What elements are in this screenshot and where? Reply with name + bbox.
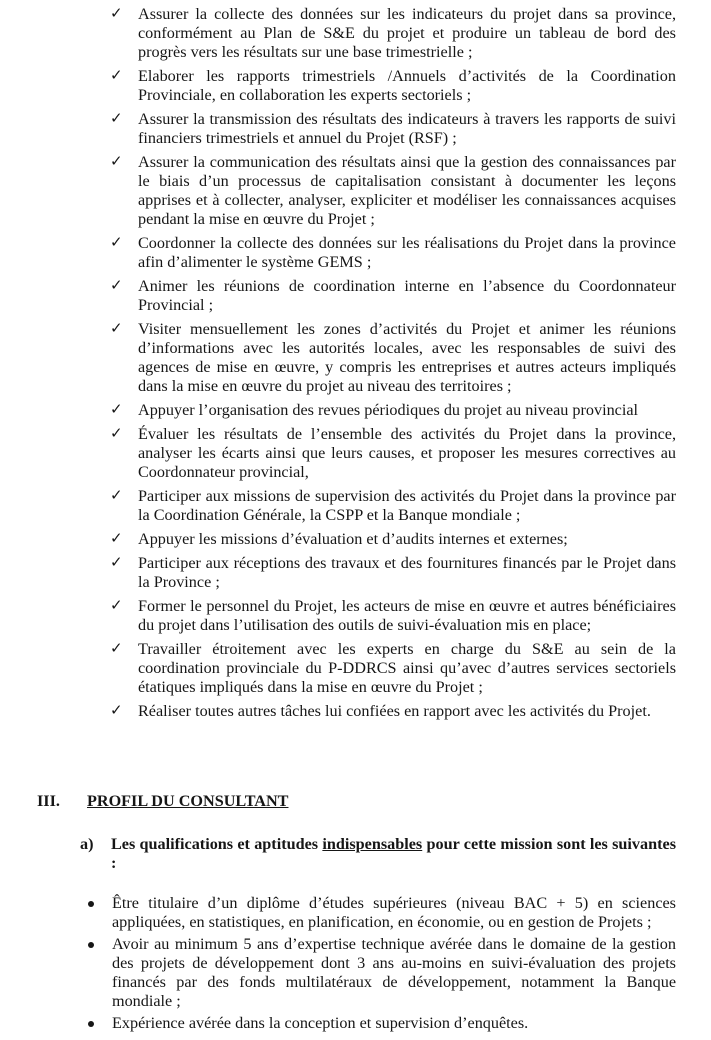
checkmark-icon: ✓ bbox=[110, 276, 123, 294]
checkmark-icon: ✓ bbox=[110, 4, 123, 22]
list-item bbox=[108, 702, 676, 721]
list-item bbox=[108, 554, 676, 592]
list-item bbox=[108, 110, 676, 148]
list-item bbox=[108, 530, 676, 549]
list-item-text: Assurer la communication des résultats ainsi que la gestion des connaissances par le biais d’un processus de capitalisation consistant à documenter les leçons apprises et à collecter, analyser, expliciter et modéliser les connaissances acquises pendant la mise en œuvre du Projet ; bbox=[138, 153, 676, 228]
subsection-heading bbox=[80, 835, 676, 873]
checkmark-icon: ✓ bbox=[110, 233, 123, 251]
checkmark-icon: ✓ bbox=[110, 486, 123, 504]
list-item-text: Expérience avérée dans la conception et supervision d’enquêtes. bbox=[112, 1014, 529, 1032]
list-item bbox=[108, 234, 676, 272]
list-item bbox=[108, 597, 676, 635]
list-item-text: Participer aux missions de supervision des activités du Projet dans la province par la Coordination Générale, la CSPP et la Banque mondiale ; bbox=[138, 487, 676, 524]
checkmark-icon: ✓ bbox=[110, 553, 123, 571]
list-item-text: Elaborer les rapports trimestriels /Annuels d’activités de la Coordination Provinciale, en collaboration les experts sectoriels ; bbox=[138, 67, 676, 104]
section-title: PROFIL DU CONSULTANT bbox=[87, 792, 289, 810]
list-item bbox=[108, 487, 676, 525]
responsibilities-list bbox=[108, 5, 676, 726]
section-number: III. bbox=[37, 792, 60, 810]
checkmark-icon: ✓ bbox=[110, 319, 123, 337]
list-item bbox=[108, 277, 676, 315]
list-item-text: Former le personnel du Projet, les acteurs de mise en œuvre et autres bénéficiaires du projet dans l’utilisation des outils de suivi-évaluation mis en place; bbox=[138, 597, 676, 634]
list-item bbox=[108, 401, 676, 420]
bullet-icon bbox=[88, 942, 94, 948]
list-item-text: Avoir au minimum 5 ans d’expertise technique avérée dans le domaine de la gestion des projets de développement dont 3 ans au-moins en suivi-évaluation des projets financés par des fonds multilatéraux de développement, notamment la Banque mondiale ; bbox=[112, 935, 676, 1010]
list-item bbox=[86, 1014, 676, 1033]
checkmark-icon: ✓ bbox=[110, 109, 123, 127]
list-item-text: Être titulaire d’un diplôme d’études supérieures (niveau BAC + 5) en sciences appliquées, en statistiques, en planification, en économie, ou en gestion de Projets ; bbox=[112, 894, 676, 931]
bullet-icon bbox=[88, 901, 94, 907]
list-item-text: Animer les réunions de coordination interne en l’absence du Coordonnateur Provincial ; bbox=[138, 277, 676, 314]
checkmark-icon: ✓ bbox=[110, 701, 123, 719]
list-item-text: Visiter mensuellement les zones d’activités du Projet et animer les réunions d’informations avec les autorités locales, avec les responsables de suivi des agences de mise en œuvre, y compris les entreprises et autres acteurs impliqués dans la mise en œuvre du projet au niveau des territoires ; bbox=[138, 320, 676, 395]
list-item-text: Réaliser toutes autres tâches lui confiées en rapport avec les activités du Projet. bbox=[138, 702, 651, 720]
section-heading bbox=[37, 790, 677, 812]
checkmark-icon: ✓ bbox=[110, 66, 123, 84]
checkmark-icon: ✓ bbox=[110, 424, 123, 442]
list-item bbox=[108, 153, 676, 229]
subsection-text-after: pour cette mission sont les suivantes : bbox=[111, 835, 676, 872]
list-item-text: Appuyer l’organisation des revues périodiques du projet au niveau provincial bbox=[138, 401, 639, 419]
bullet-icon bbox=[88, 1021, 94, 1027]
list-item-text: Participer aux réceptions des travaux et des fournitures financés par le Projet dans la Province ; bbox=[138, 554, 676, 591]
checkmark-icon: ✓ bbox=[110, 152, 123, 170]
checkmark-icon: ✓ bbox=[110, 400, 123, 418]
subsection-text-underlined: indispensables bbox=[322, 835, 423, 853]
list-item-text: Coordonner la collecte des données sur les réalisations du Projet dans la province afin d’alimenter le système GEMS ; bbox=[138, 234, 676, 271]
list-item-text: Évaluer les résultats de l’ensemble des activités du Projet dans la province, analyser les écarts ainsi que leurs causes, et proposer les mesures correctives au Coordonnateur provincial, bbox=[138, 425, 676, 481]
qualifications-list bbox=[86, 894, 676, 1036]
subsection-text-before: Les qualifications et aptitudes bbox=[111, 835, 323, 853]
list-item bbox=[108, 67, 676, 105]
list-item bbox=[108, 425, 676, 482]
list-item bbox=[86, 894, 676, 932]
list-item-text: Assurer la collecte des données sur les indicateurs du projet dans sa province, conformément au Plan de S&E du projet et produire un tableau de bord des progrès vers les résultats sur une base trimestrielle ; bbox=[138, 5, 676, 61]
list-item bbox=[108, 640, 676, 697]
list-item bbox=[108, 320, 676, 396]
list-item bbox=[108, 5, 676, 62]
subsection-text bbox=[111, 835, 676, 873]
checkmark-icon: ✓ bbox=[110, 529, 123, 547]
list-item-text: Appuyer les missions d’évaluation et d’audits internes et externes; bbox=[138, 530, 568, 548]
list-item-text: Travailler étroitement avec les experts en charge du S&E au sein de la coordination provinciale du P-DDRCS ainsi qu’avec d’autres services sectoriels étatiques impliqués dans la mise en œuvre du Projet ; bbox=[138, 640, 676, 696]
checkmark-icon: ✓ bbox=[110, 639, 123, 657]
list-item bbox=[86, 935, 676, 1011]
list-item-text: Assurer la transmission des résultats des indicateurs à travers les rapports de suivi financiers trimestriels et annuel du Projet (RSF) ; bbox=[138, 110, 676, 147]
checkmark-icon: ✓ bbox=[110, 596, 123, 614]
subsection-label: a) bbox=[80, 835, 94, 853]
